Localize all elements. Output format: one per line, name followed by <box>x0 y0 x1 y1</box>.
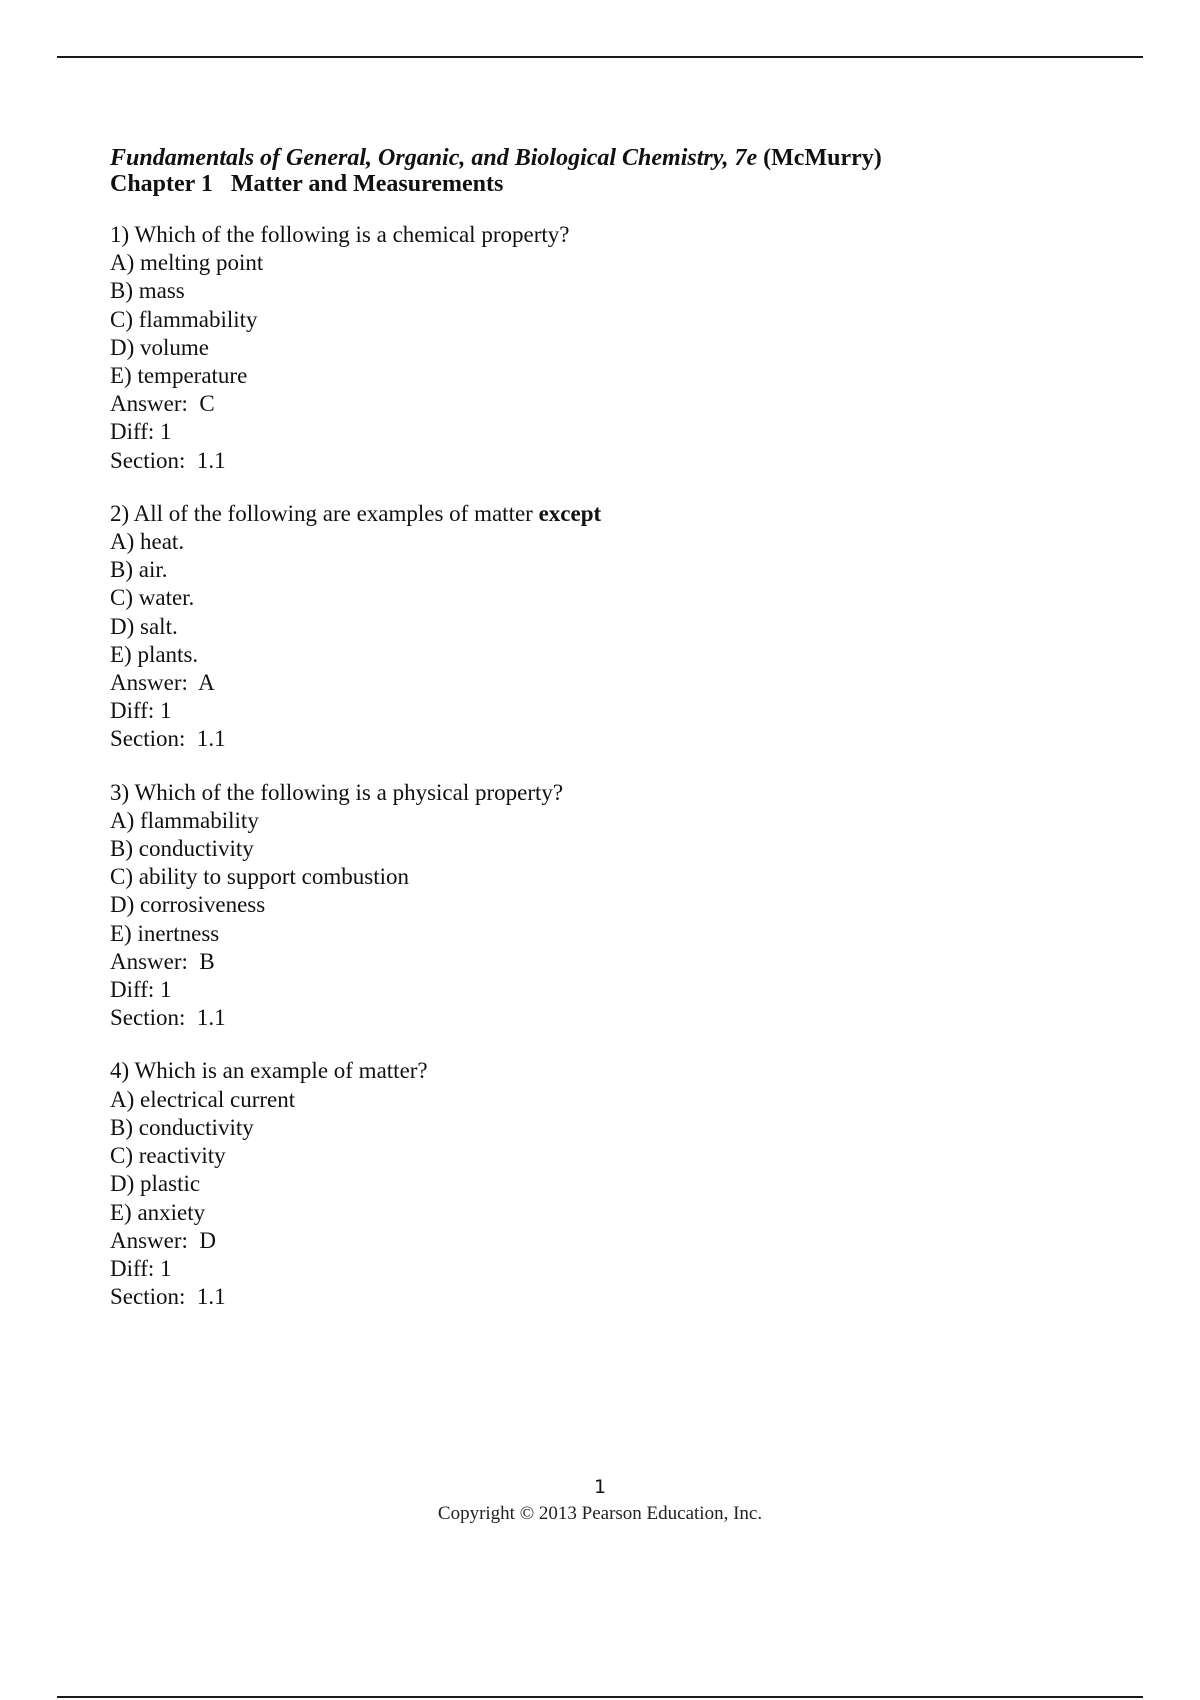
section-line: Section: 1.1 <box>110 447 226 473</box>
question-list <box>110 221 1110 1311</box>
difficulty-line: Diff: 1 <box>110 1255 172 1281</box>
option-b: B) conductivity <box>110 1114 254 1140</box>
option-c: C) ability to support combustion <box>110 864 409 890</box>
question-stem <box>110 779 1110 807</box>
option-e: E) inertness <box>110 920 220 946</box>
option-d: D) plastic <box>110 1171 201 1197</box>
bottom-rule <box>57 1696 1143 1698</box>
question-emphasis: except <box>538 500 602 526</box>
chapter-label: Chapter 1 <box>110 171 213 197</box>
answer-line: Answer: D <box>110 1227 217 1253</box>
option-a: A) heat. <box>110 529 185 555</box>
book-title: Fundamentals of General, Organic, and Biological Chemistry, 7e <box>110 145 758 171</box>
answer-line: Answer: A <box>110 670 215 696</box>
question-4 <box>110 1057 1110 1311</box>
option-a: A) electrical current <box>110 1086 296 1112</box>
difficulty-line: Diff: 1 <box>110 419 172 445</box>
question-number: 1) <box>110 222 130 247</box>
difficulty-line: Diff: 1 <box>110 977 172 1003</box>
option-d: D) volume <box>110 334 210 360</box>
book-header <box>110 145 1110 171</box>
question-3 <box>110 779 1110 1033</box>
copyright-notice: Copyright © 2013 Pearson Education, Inc. <box>437 1503 763 1524</box>
option-c: C) flammability <box>110 306 258 332</box>
option-c: C) reactivity <box>110 1143 226 1169</box>
difficulty-line: Diff: 1 <box>110 698 172 724</box>
question-text: Which of the following is a chemical property? <box>134 222 570 247</box>
option-e: E) temperature <box>110 363 248 389</box>
option-b: B) conductivity <box>110 836 254 862</box>
question-stem <box>110 500 1110 528</box>
question-text: All of the following are examples of matter <box>133 500 533 526</box>
section-line: Section: 1.1 <box>110 726 226 752</box>
option-d: D) corrosiveness <box>110 892 266 918</box>
option-a: A) flammability <box>110 807 259 833</box>
option-e: E) anxiety <box>110 1199 206 1225</box>
section-line: Section: 1.1 <box>110 1005 226 1031</box>
book-author: (McMurry) <box>763 145 882 171</box>
question-stem <box>110 221 1110 249</box>
question-stem <box>110 1057 1110 1085</box>
section-line: Section: 1.1 <box>110 1284 226 1310</box>
option-b: B) mass <box>110 278 185 304</box>
answer-line: Answer: C <box>110 391 215 417</box>
question-2 <box>110 500 1110 754</box>
chapter-title: Matter and Measurements <box>230 171 504 197</box>
option-b: B) air. <box>110 557 168 583</box>
option-c: C) water. <box>110 585 195 611</box>
question-1 <box>110 221 1110 475</box>
page-number: 1 <box>593 1476 607 1498</box>
question-number: 4) <box>110 1058 130 1084</box>
answer-line: Answer: B <box>110 948 215 974</box>
chapter-header <box>110 171 1110 197</box>
question-text: Which of the following is a physical property? <box>134 779 564 805</box>
top-rule <box>57 56 1143 58</box>
question-text: Which is an example of matter? <box>134 1058 428 1084</box>
option-e: E) plants. <box>110 641 199 667</box>
question-number: 3) <box>110 779 130 805</box>
question-number: 2) <box>110 500 130 526</box>
option-d: D) salt. <box>110 613 178 639</box>
document-body <box>110 145 1110 1336</box>
option-a: A) melting point <box>110 250 264 276</box>
